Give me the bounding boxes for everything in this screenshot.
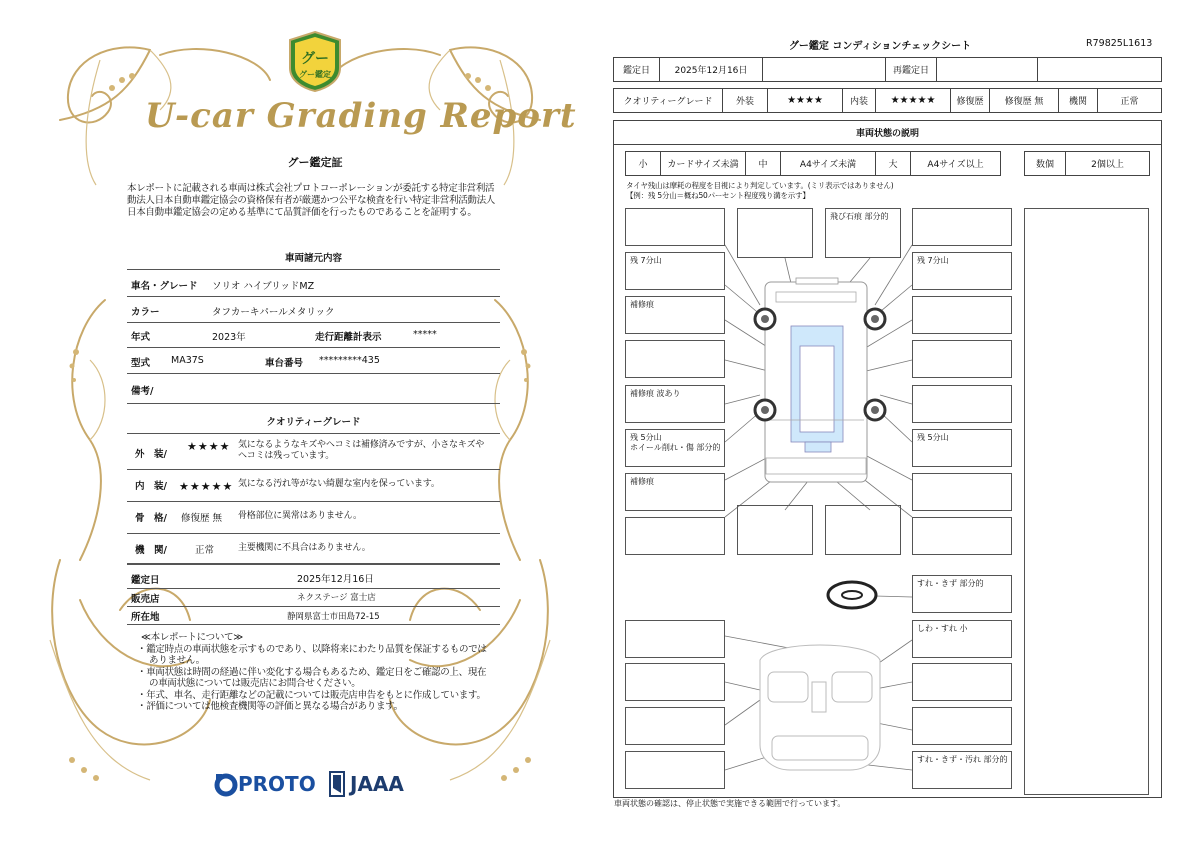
note-right-tire-rear: 残 5分山 <box>917 433 949 442</box>
appraisal-date-label: 鑑定日 <box>131 575 160 586</box>
engine-value-cell: 正常 <box>1097 88 1162 113</box>
grade-title: クオリティーグレード <box>266 417 361 428</box>
note-rear-interior: すれ・きず・汚れ 部分的 <box>917 755 1008 764</box>
note-box <box>625 663 725 701</box>
sheet-footer: 車両状態の確認は、停止状態で実施できる範囲で行っています。 <box>614 799 846 808</box>
legend-count: 数個 <box>1024 151 1066 176</box>
about-item: ・車両状態は時間の経過に伴い変化する場合もあるため、鑑定日をご確認の上、現在の車両状態については販売店にお問合せください。 <box>137 666 487 689</box>
note-box <box>625 473 725 511</box>
sheet-title: グー鑑定 コンディションチェックシート <box>788 41 972 52</box>
note-box <box>912 296 1012 334</box>
condition-title: 車両状態の説明 <box>613 120 1162 145</box>
svg-text:グー鑑定: グー鑑定 <box>299 70 331 79</box>
grade-label-cell: クオリティーグレード <box>613 88 723 113</box>
note-box <box>825 505 901 555</box>
svg-text:グー: グー <box>301 51 329 67</box>
date-label-cell: 鑑定日 <box>613 57 660 82</box>
exterior-desc-line2: ヘコミは残っています。 <box>238 451 335 461</box>
reappraisal-label-cell: 再鑑定日 <box>885 57 937 82</box>
specs-title: 車両諸元内容 <box>284 253 342 264</box>
odometer-label: 走行距離計表示 <box>315 332 382 343</box>
model-label: 型式 <box>131 358 151 369</box>
note-right-tire-front: 残 7分山 <box>917 256 949 265</box>
note-box <box>912 385 1012 423</box>
note-box <box>912 620 1012 658</box>
interior-stars: ★★★★★ <box>179 480 234 493</box>
certificate-intro: 本レポートに記載される車両は株式会社プロトコーポレーションが委託する特定非営利活動法人日本自動車鑑定協会の資格保有者が厳選かつ公平な検査を行い特定非営利活動法人日本自動車鑑定協会の定める基準にて品質評価を行ったものであることを証明する。 <box>127 183 496 218</box>
color-value: タフカーキパールメタリック <box>212 307 335 318</box>
note-box <box>912 208 1012 246</box>
note-box <box>825 208 901 258</box>
legend-small-desc: カードサイズ未満 <box>660 151 746 176</box>
year-label: 年式 <box>131 332 151 343</box>
address-value: 静岡県富士市田島72-15 <box>287 612 380 622</box>
legend-large-desc: A4サイズ以上 <box>910 151 1001 176</box>
year-value: 2023年 <box>212 332 246 343</box>
steering-wheel-icon <box>828 582 876 608</box>
engine-label-cell: 機関 <box>1058 88 1098 113</box>
repair-label-cell: 修復歴 <box>950 88 990 113</box>
jaaa-logo-icon <box>326 770 348 798</box>
color-label: カラー <box>131 307 160 318</box>
frame-desc: 骨格部位に異常はありません。 <box>238 511 362 521</box>
note-box <box>625 620 725 658</box>
jaaa-logo-text: JAAA <box>350 772 404 796</box>
legend-count-desc: 2個以上 <box>1065 151 1150 176</box>
note-box <box>912 751 1012 789</box>
chassis-label: 車台番号 <box>265 358 304 369</box>
note-left-front-side: 補修痕 <box>630 300 654 309</box>
spec-row-year <box>127 323 500 348</box>
proto-logo-icon <box>214 772 238 798</box>
note-box <box>625 340 725 378</box>
grade-row-engine <box>127 534 500 564</box>
certificate-title: グー鑑定証 <box>287 156 343 169</box>
note-box <box>625 252 725 290</box>
legend-medium-desc: A4サイズ未満 <box>780 151 876 176</box>
interior-label-cell: 内装 <box>842 88 876 113</box>
odometer-value: ***** <box>413 329 437 340</box>
note-top-center-right: 飛び石痕 部分的 <box>830 212 889 221</box>
spec-row-remarks <box>127 374 500 404</box>
grade-top-rule <box>127 432 500 434</box>
note-box <box>912 517 1012 555</box>
exterior-desc-line1: 気になるようなキズやヘコミは補修済みですが、小さなキズや <box>238 440 485 450</box>
date-value-cell: 2025年12月16日 <box>659 57 763 82</box>
exterior-label: 外 装/ <box>135 449 167 460</box>
note-left-rear-door: 補修痕 波あり <box>630 389 681 398</box>
model-value: MA37S <box>171 355 204 366</box>
spec-row-name <box>127 271 500 297</box>
info-row-dealer <box>127 589 500 607</box>
note-box <box>912 473 1012 511</box>
specs-top-rule <box>127 268 500 270</box>
interior-value-cell: ★★★★★ <box>875 88 951 113</box>
name-label: 車名・グレード <box>131 281 198 292</box>
legend-small: 小 <box>625 151 661 176</box>
dealer-value: ネクステージ 富士店 <box>297 593 376 603</box>
note-steering: すれ・きず 部分的 <box>917 579 984 588</box>
engine-desc: 主要機関に不具合はありません。 <box>238 543 371 553</box>
note-box <box>912 663 1012 701</box>
note-left-rear: 補修痕 <box>630 477 654 486</box>
about-report <box>137 632 489 713</box>
note-left-wheel: ホイール削れ・傷 部分的 <box>630 443 721 452</box>
note-box <box>625 208 725 246</box>
frame-value: 修復歴 無 <box>181 513 223 524</box>
appraisal-date-value: 2025年12月16日 <box>297 574 374 585</box>
name-value: ソリオ ハイブリッドMZ <box>212 281 315 292</box>
interior-label: 内 装/ <box>135 481 167 492</box>
note-box <box>625 751 725 789</box>
note-box <box>625 517 725 555</box>
about-item: ・評価については他検査機関等の評価と異なる場合があります。 <box>137 701 403 712</box>
info-row-address <box>127 607 500 625</box>
remarks-label: 備考/ <box>131 386 154 397</box>
exterior-value-cell: ★★★★ <box>767 88 843 113</box>
logos <box>214 770 414 800</box>
address-label: 所在地 <box>131 612 160 623</box>
script-title: U-car Grading Report <box>145 96 577 136</box>
about-heading: ≪本レポートについて≫ <box>141 632 243 643</box>
interior-desc: 気になる汚れ等がない綺麗な室内を保っています。 <box>238 479 440 489</box>
note-box <box>912 707 1012 745</box>
note-box <box>737 208 813 258</box>
note-box <box>625 385 725 423</box>
note-seat: しわ・すれ 小 <box>917 624 968 633</box>
note-left-tire-rear: 残 5分山 <box>630 433 662 442</box>
info-row-date <box>127 564 500 589</box>
note-box <box>625 296 725 334</box>
legend-medium: 中 <box>745 151 781 176</box>
condition-check-sheet <box>600 0 1200 848</box>
note-box <box>912 575 1012 613</box>
note-box <box>625 429 725 467</box>
grade-row-frame <box>127 502 500 534</box>
engine-label: 機 関/ <box>135 545 167 556</box>
tire-note-2: 【例：残 5分山＝概ね50パーセント程度残り溝を示す】 <box>626 191 810 200</box>
spec-row-color <box>127 297 500 323</box>
about-item: ・年式、車名、走行距離などの記載については販売店申告をもとに作成しています。 <box>137 689 486 701</box>
note-box <box>737 505 813 555</box>
sheet-code: R79825L1613 <box>1086 38 1153 49</box>
exterior-stars: ★★★★ <box>187 440 231 453</box>
engine-value: 正常 <box>195 545 215 556</box>
note-box <box>912 429 1012 467</box>
spec-row-model <box>127 348 500 374</box>
repair-value-cell: 修復歴 無 <box>989 88 1059 113</box>
grade-row-exterior <box>127 435 500 470</box>
note-box <box>912 340 1012 378</box>
about-item: ・鑑定時点の車両状態を示すものであり、以降将来にわたり品質を保証するものではありません。 <box>137 643 487 666</box>
note-box <box>912 252 1012 290</box>
frame-label: 骨 格/ <box>135 513 167 524</box>
tire-note-1: タイヤ残山は摩耗の程度を目視により判定しています。(ミリ表示ではありません) <box>626 181 894 190</box>
chassis-value: *********435 <box>319 355 380 366</box>
legend-large: 大 <box>875 151 911 176</box>
grade-row-interior <box>127 470 500 502</box>
note-left-tire-front: 残 7分山 <box>630 256 662 265</box>
note-box <box>625 707 725 745</box>
goo-appraisal-badge-icon <box>286 30 344 92</box>
dealer-label: 販売店 <box>131 594 160 605</box>
exterior-label-cell: 外装 <box>722 88 768 113</box>
proto-logo-text: PROTO <box>238 772 316 796</box>
